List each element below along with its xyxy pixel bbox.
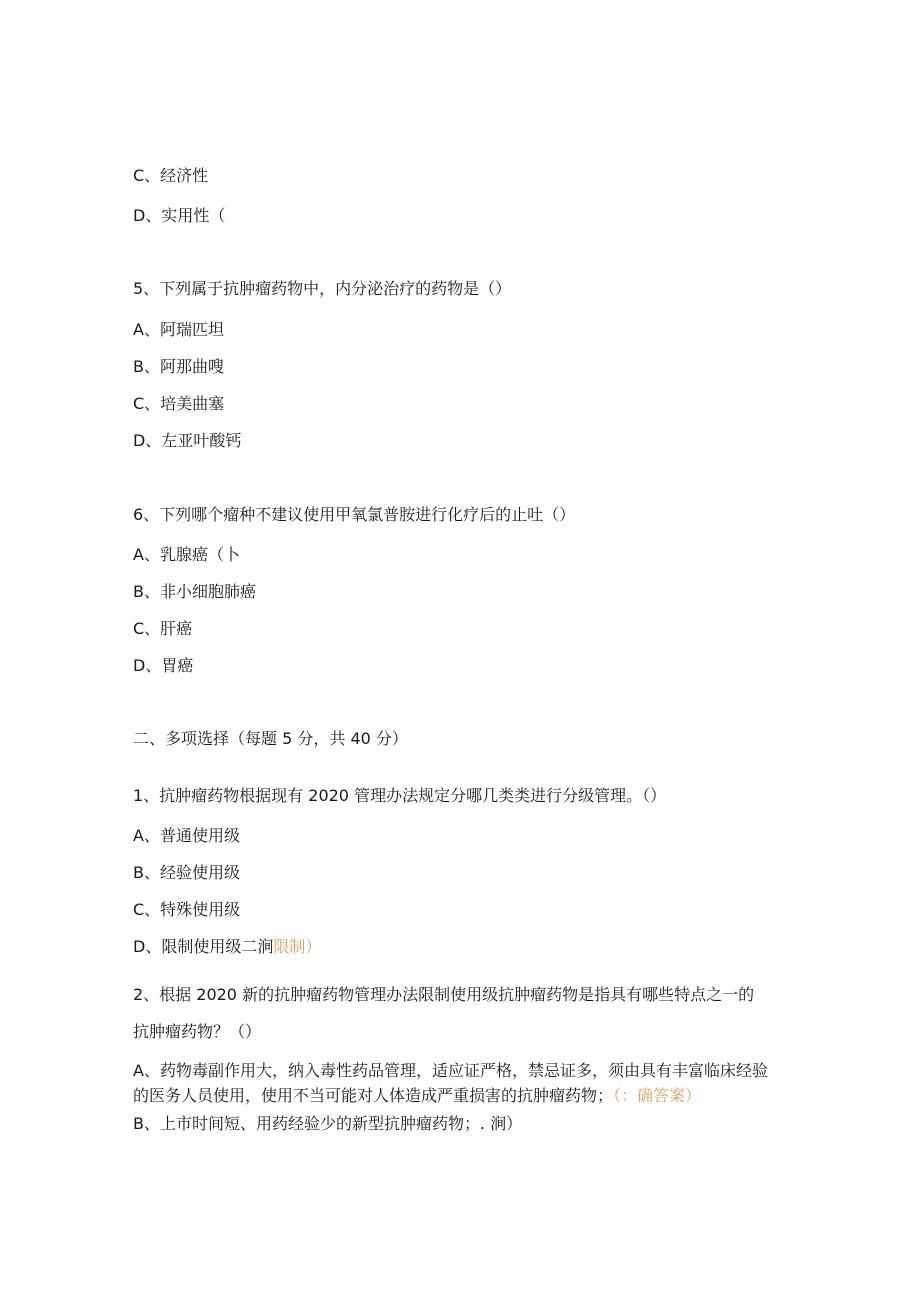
mq1-option-d-faded-note: 限制） xyxy=(273,937,322,956)
mq1-option-a: A、普通使用级 xyxy=(133,826,240,845)
q5-option-b: B、阿那曲嗖 xyxy=(133,357,224,376)
mq2-option-b: B、上市时间短、用药经验少的新型抗肿瘤药物；. 涧） xyxy=(133,1114,523,1133)
section-heading: 二、多项选择（每题 5 分，共 40 分） xyxy=(133,729,408,748)
q5-option-c: C、培美曲塞 xyxy=(133,394,225,413)
mq1-option-d xyxy=(133,937,321,957)
q5-option-a: A、阿瑞匹坦 xyxy=(133,320,224,339)
mq2-option-a-faded-note: （：确答案） xyxy=(613,1086,702,1105)
mq1-option-d-text: D、限制使用级二涧 xyxy=(133,937,274,956)
q5-question: 5、下列属于抗肿瘤药物中，内分泌治疗的药物是（） xyxy=(133,279,512,298)
q4-option-c: C、经济性 xyxy=(133,166,209,185)
q5-option-d: D、左亚叶酸钙 xyxy=(133,431,242,450)
mq1-option-c: C、特殊使用级 xyxy=(133,900,241,919)
q6-question: 6、下列哪个瘤种不建议使用甲氧氯普胺进行化疗后的止吐（） xyxy=(133,505,576,524)
q6-option-a: A、乳腺癌（卜 xyxy=(133,545,240,564)
q6-option-b: B、非小细胞肺癌 xyxy=(133,582,256,601)
q6-option-c: C、肝癌 xyxy=(133,619,193,638)
mq2-question-line2: 抗肿瘤药物？（） xyxy=(133,1022,262,1041)
mq1-question: 1、抗肿瘤药物根据现有 2020 管理办法规定分哪几类类进行分级管理。（） xyxy=(133,786,667,805)
q4-option-d: D、实用性（ xyxy=(133,206,226,225)
mq2-option-a-text: A、药物毒副作用大，纳入毒性药品管理，适应证严格，禁忌证多，须由具有丰富临床经验的医务人员使用，使用不当可能对人体造成严重损害的抗肿瘤药物； xyxy=(133,1061,768,1105)
mq2-question-line1: 2、根据 2020 新的抗肿瘤药物管理办法限制使用级抗肿瘤药物是指具有哪些特点之一的 xyxy=(133,985,755,1004)
mq2-option-a xyxy=(133,1058,783,1108)
q6-option-d: D、胃癌 xyxy=(133,656,194,675)
mq1-option-b: B、经验使用级 xyxy=(133,863,240,882)
